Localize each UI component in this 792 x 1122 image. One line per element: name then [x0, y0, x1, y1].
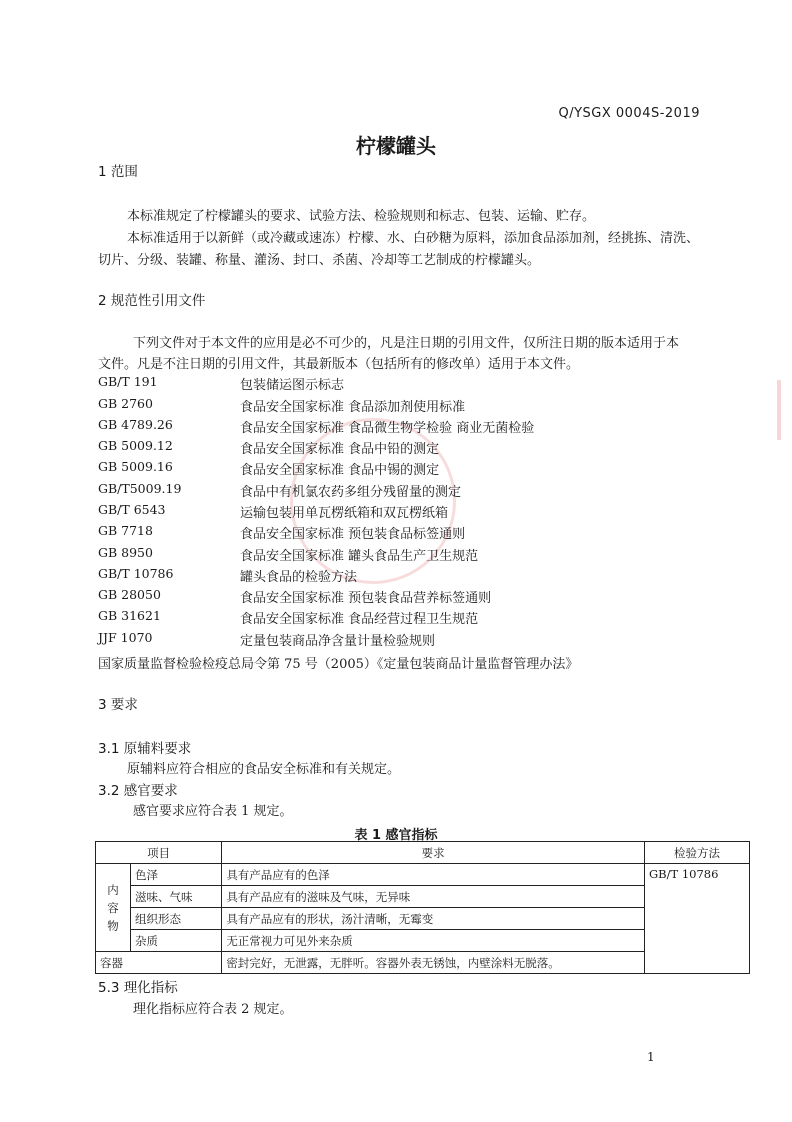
reference-title: 食品安全国家标准 预包装食品标签通则 [240, 527, 466, 542]
reference-title: 食品安全国家标准 食品经营过程卫生规范 [240, 612, 479, 627]
reference-regulation: 国家质量监督检验检疫总局令第 75 号（2005）《定量包装商品计量监督管理办法》 [98, 657, 579, 672]
table-row [96, 864, 750, 886]
reference-title: 食品安全国家标准 预包装食品营养标签通则 [240, 591, 492, 606]
label-char: 容 [107, 900, 119, 915]
row-item-name: 杂质 [131, 930, 222, 952]
reference-code: GB 8950 [98, 545, 153, 560]
label-char: 物 [107, 918, 119, 933]
raw-material-text: 原辅料应符合相应的食品安全标准和有关规定。 [127, 762, 401, 777]
row-requirement: 具有产品应有的色泽 [222, 864, 645, 886]
row-requirement: 具有产品应有的滋味及气味，无异味 [222, 886, 645, 908]
sensory-table [95, 841, 750, 974]
reference-code: GB 7718 [98, 523, 153, 538]
reference-code: GB/T 191 [98, 374, 158, 389]
standard-code: Q/YSGX 0004S-2019 [558, 106, 700, 121]
section-3-2-heading: 3.2 感官要求 [98, 783, 178, 799]
reference-code: GB 4789.26 [98, 417, 173, 432]
reference-code: GB 28050 [98, 587, 161, 602]
row-item-name: 滋味、气味 [131, 886, 222, 908]
reference-code: GB 2760 [98, 396, 153, 411]
header-method: 检验方法 [645, 842, 750, 864]
row-requirement: 具有产品应有的形状，汤汁清晰，无霉变 [222, 908, 645, 930]
reference-title: 食品安全国家标准 食品微生物学检验 商业无菌检验 [240, 421, 535, 436]
scope-paragraph-2-line-2: 切片、分级、装罐、称量、灌汤、封口、杀菌、冷却等工艺制成的柠檬罐头。 [98, 253, 541, 268]
reference-code: GB 31621 [98, 608, 161, 623]
scope-paragraph-2-line-1: 本标准适用于以新鲜（或冷藏或速冻）柠檬、水、白砂糖为原料，添加食品添加剂，经挑拣、清洗、 [127, 231, 700, 246]
reference-title: 食品安全国家标准 食品中锡的测定 [240, 463, 440, 478]
references-intro-line-2: 文件。凡是不注日期的引用文件，其最新版本（包括所有的修改单）适用于本文件。 [98, 357, 580, 372]
section-1-heading: 1 范围 [98, 164, 138, 180]
reference-code: GB 5009.12 [98, 438, 173, 453]
reference-title: 食品安全国家标准 食品添加剂使用标准 [240, 400, 466, 415]
reference-title: 食品安全国家标准 食品中铅的测定 [240, 442, 440, 457]
row-requirement: 密封完好，无泄露，无胖听。容器外表无锈蚀，内壁涂料无脱落。 [222, 952, 645, 974]
row-item-name: 组织形态 [131, 908, 222, 930]
table-header-row [96, 842, 750, 864]
sensory-intro-text: 感官要求应符合表 1 规定。 [133, 804, 293, 819]
page-number: 1 [647, 1050, 655, 1064]
edge-stamp-mark [777, 380, 781, 440]
inner-content-label [96, 864, 131, 952]
reference-title: 罐头食品的检验方法 [240, 570, 358, 585]
reference-title: 运输包装用单瓦楞纸箱和双瓦楞纸箱 [240, 506, 449, 521]
label-char: 内 [107, 882, 119, 897]
reference-code: GB/T 6543 [98, 502, 166, 517]
reference-code: GB/T 10786 [98, 566, 174, 581]
section-3-1-heading: 3.1 原辅料要求 [98, 741, 192, 757]
physchem-intro-text: 理化指标应符合表 2 规定。 [133, 1002, 293, 1017]
reference-title: 食品中有机氯农药多组分残留量的测定 [240, 485, 462, 500]
reference-code: GB/T5009.19 [98, 481, 182, 496]
header-requirement: 要求 [222, 842, 645, 864]
reference-title: 食品安全国家标准 罐头食品生产卫生规范 [240, 549, 479, 564]
document-title: 柠檬罐头 [356, 134, 436, 158]
reference-code: JJF 1070 [98, 630, 153, 645]
row-requirement: 无正常视力可见外来杂质 [222, 930, 645, 952]
reference-title: 包装储运图示标志 [240, 378, 345, 393]
method-cell: GB/T 10786 [645, 864, 750, 974]
row-item-name: 色泽 [131, 864, 222, 886]
section-5-3-heading: 5.3 理化指标 [98, 980, 178, 996]
references-intro-line-1: 下列文件对于本文件的应用是必不可少的，凡是注日期的引用文件，仅所注日期的版本适用于本 [133, 336, 680, 351]
table-1-title: 表 1 感官指标 [354, 828, 438, 843]
section-2-heading: 2 规范性引用文件 [98, 293, 206, 309]
reference-title: 定量包装商品净含量计量检验规则 [240, 634, 436, 649]
scope-paragraph-1: 本标准规定了柠檬罐头的要求、试验方法、检验规则和标志、包装、运输、贮存。 [127, 209, 596, 224]
row-item-name: 容器 [96, 952, 222, 974]
header-item: 项目 [96, 842, 222, 864]
section-3-heading: 3 要求 [98, 697, 138, 713]
reference-code: GB 5009.16 [98, 459, 173, 474]
